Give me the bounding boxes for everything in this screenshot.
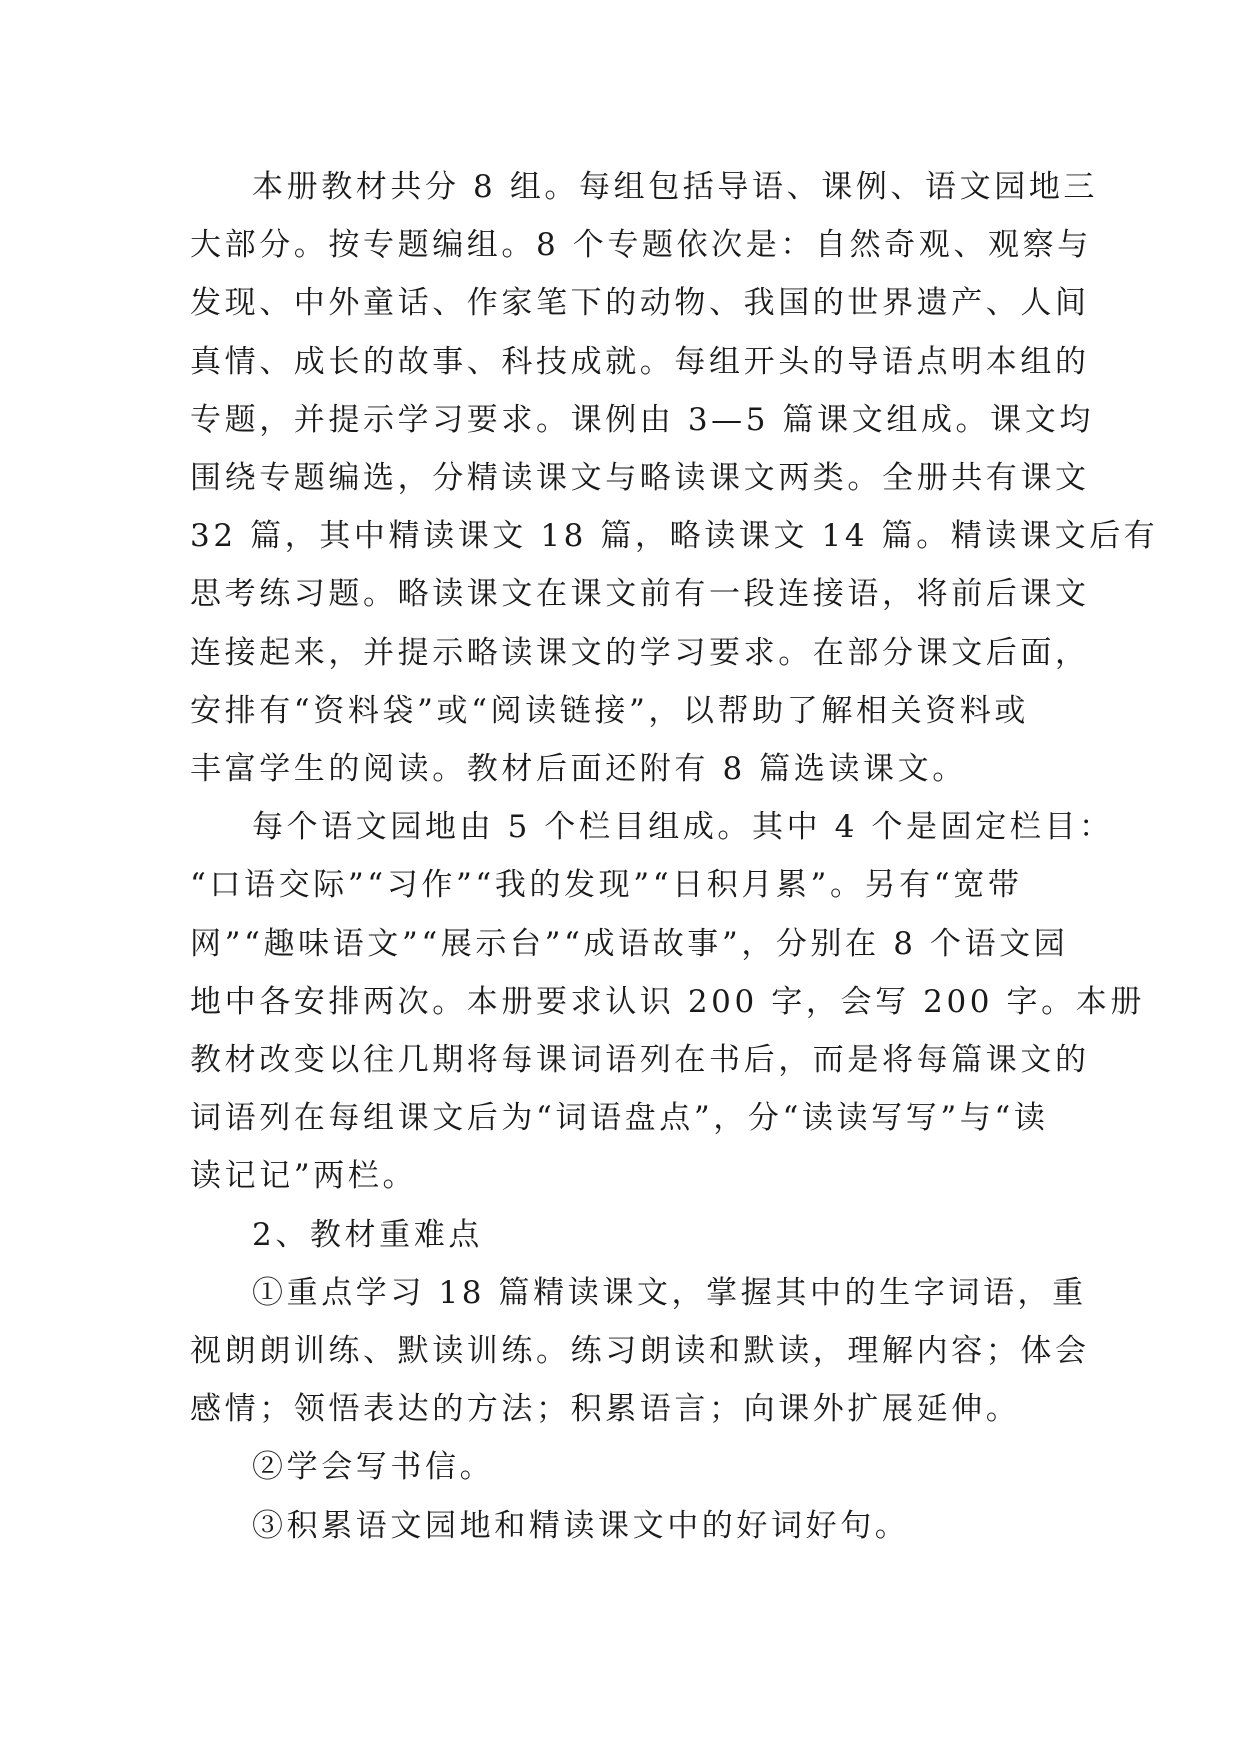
text-line: 围绕专题编选，分精读课文与略读课文两类。全册共有课文	[190, 460, 1090, 497]
heading-line: 2、教材重难点	[252, 1216, 483, 1253]
text-line: 32 篇，其中精读课文 18 篇，略读课文 14 篇。精读课文后有	[190, 518, 1159, 555]
text-line: 丰富学生的阅读。教材后面还附有 8 篇选读课文。	[190, 751, 967, 788]
text-line: 真情、成长的故事、科技成就。每组开头的导语点明本组的	[190, 343, 1090, 380]
text-line: ②学会写书信。	[252, 1449, 495, 1486]
text-line: 专题，并提示学习要求。课例由 3—5 篇课文组成。课文均	[190, 401, 1094, 438]
text-line: 读记记”两栏。	[190, 1158, 418, 1195]
list-item-key-point-1	[190, 1264, 1090, 1439]
text-line: 连接起来，并提示略读课文的学习要求。在部分课文后面，	[190, 634, 1090, 671]
text-line: ③积累语文园地和精读课文中的好词好句。	[252, 1507, 910, 1544]
text-line: 安排有“资料袋”或“阅读链接”，以帮助了解相关资料或	[190, 692, 1029, 729]
text-line: 思考练习题。略读课文在课文前有一段连接语，将前后课文	[190, 576, 1090, 613]
text-line: 网”“趣味语文”“展示台”“成语故事”，分别在 8 个语文园	[190, 925, 1069, 962]
text-line: 大部分。按专题编组。8 个专题依次是：自然奇观、观察与	[190, 227, 1092, 264]
text-line: 地中各安排两次。本册要求认识 200 字，会写 200 字。本册	[190, 983, 1145, 1020]
list-item-key-point-3	[190, 1497, 1050, 1555]
text-line: 感情；领悟表达的方法；积累语言；向课外扩展延伸。	[190, 1391, 1021, 1428]
document-body	[190, 158, 1159, 1555]
text-line: 词语列在每组课文后为“词语盘点”，分“读读写写”与“读	[190, 1100, 1049, 1137]
text-line: 教材改变以往几期将每课词语列在书后，而是将每篇课文的	[190, 1042, 1090, 1079]
paragraph-language-garden	[190, 798, 1145, 1205]
text-line: ①重点学习 18 篇精读课文，掌握其中的生字词语，重	[252, 1274, 1087, 1311]
text-line: 视朗朗训练、默读训练。练习朗读和默读，理解内容；体会	[190, 1333, 1090, 1370]
text-line: 本册教材共分 8 组。每组包括导语、课例、语文园地三	[252, 169, 1099, 205]
list-item-key-point-2	[190, 1438, 1050, 1496]
text-line: 每个语文园地由 5 个栏目组成。其中 4 个是固定栏目：	[252, 809, 1114, 846]
text-line: 发现、中外童话、作家笔下的动物、我国的世界遗产、人间	[190, 285, 1090, 322]
paragraph-textbook-overview	[190, 158, 1159, 798]
text-line: “口语交际”“习作”“我的发现”“日积月累”。另有“宽带	[190, 867, 1023, 904]
section-heading	[190, 1206, 1050, 1264]
